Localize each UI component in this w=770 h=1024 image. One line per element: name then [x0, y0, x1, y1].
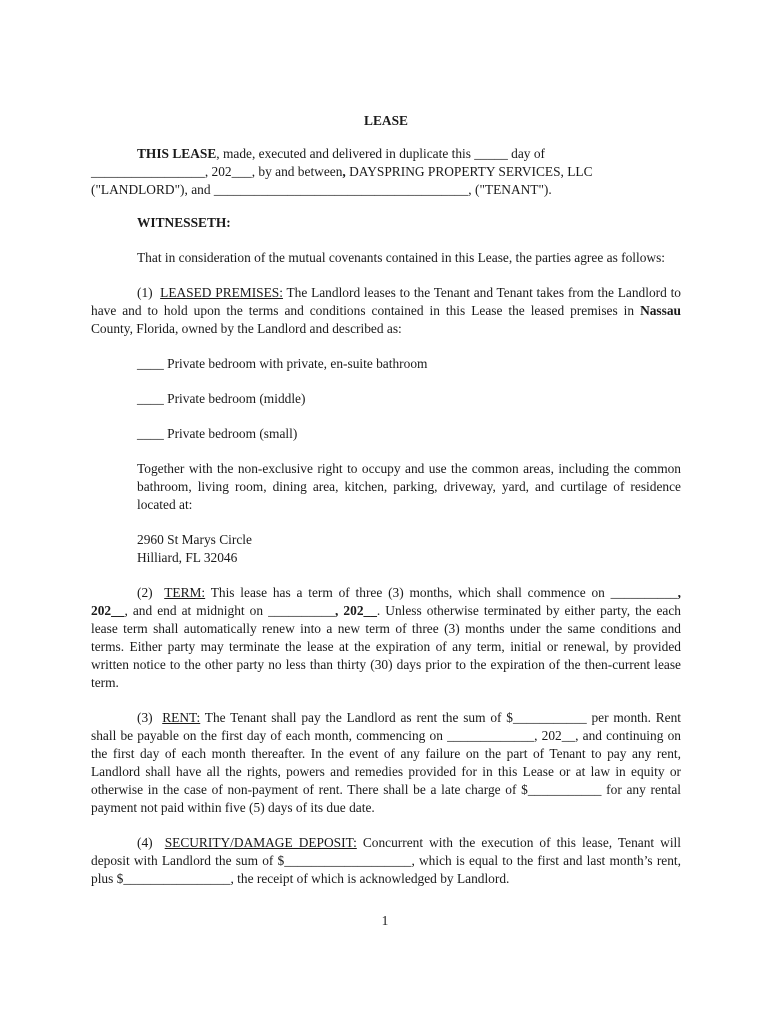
premises-option-3: ____ Private bedroom (small)	[137, 426, 298, 441]
section-1-number: (1)	[137, 285, 153, 300]
section-2-year-2: , 202__	[335, 603, 377, 618]
section-2-term	[91, 584, 681, 692]
intro-comma: ,	[342, 164, 346, 179]
section-2-heading: TERM:	[164, 585, 206, 600]
address-line-1: 2960 St Marys Circle	[137, 532, 252, 547]
intro-lead: THIS LEASE	[137, 146, 217, 161]
landlord-name: DAYSPRING PROPERTY SERVICES, LLC	[345, 164, 593, 179]
section-4-heading: SECURITY/DAMAGE DEPOSIT:	[164, 835, 357, 850]
document-body	[91, 112, 681, 888]
section-4-number: (4)	[137, 835, 153, 850]
intro-line1-text: , made, executed and delivered in duplicate this _____ day of	[216, 146, 545, 161]
section-3-text: The Tenant shall pay the Landlord as rent the sum of $___________ per month. Rent shall be payable on the first day of each month, commencing on _____________, 202__, and continuing on the first day of each month thereafter. In the event of any failure on the part of Tenant to pay any rent, Landlord shall have all the rights, powers and remedies provided for in this Lease or at law in equity or otherwise in the case of non-payment of rent. There shall be a late charge of $___________ for any rental payment not paid within five (5) days of its due date.	[91, 710, 682, 815]
intro-line2-text: _________________, 202___, by and between	[91, 164, 343, 179]
section-1-leased-premises	[91, 284, 681, 338]
section-2-text-b: , and end at midnight on __________	[124, 603, 336, 618]
witnesseth-heading: WITNESSETH:	[137, 215, 231, 230]
address-line-2: Hilliard, FL 32046	[137, 550, 238, 565]
section-2-year-1: , 202__	[91, 585, 681, 618]
section-4-text: Concurrent with the execution of this lease, Tenant will deposit with Landlord the sum of $___________________, which is equal to the first and last month’s rent, plus $________________, the receipt of which is acknowledged by Landlord.	[91, 835, 682, 886]
section-2-text-a: This lease has a term of three (3) months, which shall commence on __________	[205, 585, 678, 600]
premises-option-2: ____ Private bedroom (middle)	[137, 391, 306, 406]
section-2-number: (2)	[137, 585, 153, 600]
section-3-number: (3)	[137, 710, 153, 725]
section-3-rent	[91, 709, 681, 817]
section-2-text-c: . Unless otherwise terminated by either party, the each lease term shall automatically renew into a new term of three (3) months under the same conditions and terms. Either party may terminate the lease at the expiration of any term, initial or renewal, by provided written notice to the other party no less than thirty (30) days prior to the expiration of the then-current lease term.	[91, 603, 682, 690]
section-1-heading: LEASED PREMISES:	[160, 285, 283, 300]
intro-line-1	[91, 145, 681, 163]
section-1-text-a: The Landlord leases to the Tenant and Tenant takes from the Landlord to have and to hold upon the terms and conditions contained in this Lease the leased premises in	[91, 285, 681, 318]
county-name: Nassau	[640, 303, 681, 318]
section-3-heading: RENT:	[162, 710, 201, 725]
section-1-text-b: County, Florida, owned by the Landlord and described as:	[91, 321, 402, 336]
intro-line-3: ("LANDLORD"), and ______________________________________, ("TENANT").	[91, 182, 552, 197]
consideration-paragraph: That in consideration of the mutual covenants contained in this Lease, the parties agree as follows:	[137, 250, 666, 265]
intro-line-2	[91, 163, 681, 181]
section-4-security-deposit	[91, 834, 681, 888]
page-number: 1	[381, 913, 389, 928]
common-areas-paragraph: Together with the non-exclusive right to occupy and use the common areas, including the common bathroom, living room, dining area, kitchen, parking, driveway, yard, and curtilage of residence located at:	[137, 461, 681, 512]
intro-paragraph	[91, 145, 681, 199]
document-title: LEASE	[364, 113, 408, 128]
premises-option-1: ____ Private bedroom with private, en-suite bathroom	[137, 356, 428, 371]
premises-address	[137, 531, 681, 567]
